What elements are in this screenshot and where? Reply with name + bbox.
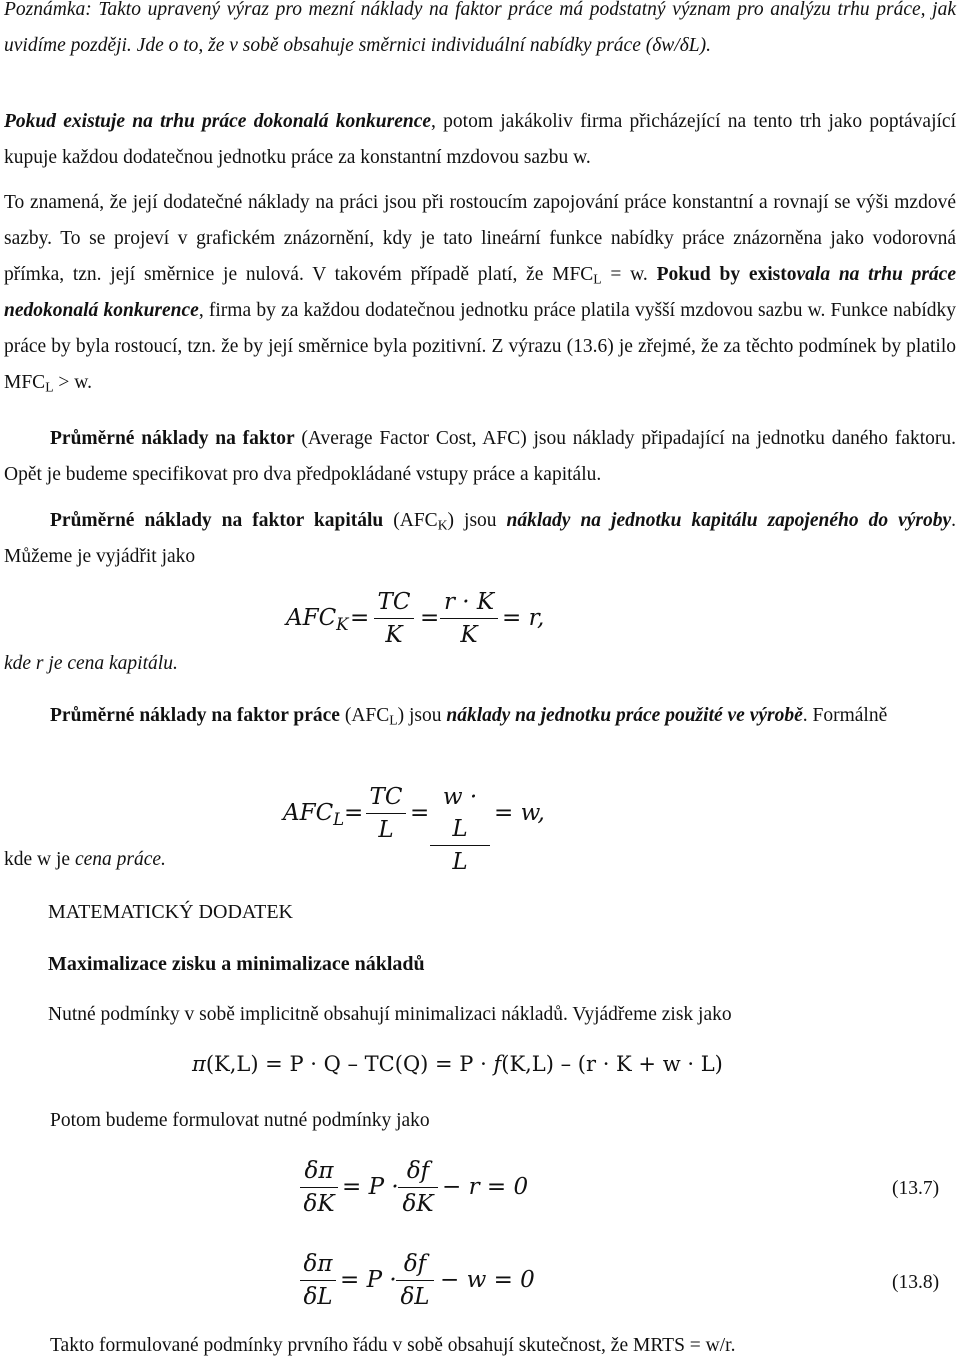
p3-sub-a: L [593,271,602,287]
eq8-fraction-1 [300,1248,336,1313]
profit-equation [192,1052,723,1076]
p5-text-b: ) jsou [447,510,507,531]
conditions-intro: Potom budeme formulovat nutné podmínky jako [50,1110,430,1131]
afc-capital-term: Průměrné náklady na faktor kapitálu [50,510,384,531]
p3-text-a: To znamená, že její dodatečné náklady na práci jsou při rostoucím zapojování práce konstantní a rovnají se výši mzdové sazby. To se projeví v grafickém znázornění, kdy je tato lineární funkce nabídky práce znázorněna jako vodorovná přímka, tzn. její směrnice je nulová. V takovém případě platí, že MFC [4,192,956,285]
eq8-mid: = P · [340,1267,397,1293]
appendix-heading: MATEMATICKÝ DODATEK [48,901,293,923]
p3-sub-c: L [45,379,54,395]
p3-text-b: = w. [601,264,657,285]
eq-k-rhs: = r, [502,605,545,631]
eq-l-fraction-1 [366,781,406,846]
eq-l-lhs-text: AFC [283,800,334,826]
profit-pi: π [192,1052,206,1076]
eq-k-lhs-sub: K [336,614,349,634]
perfect-competition-text: , potom jakákoliv firma přicházející na tento trh jako poptávající kupuje každou dodatečnou jednotku práce za konstantní mzdovou sazbu w. [4,111,956,168]
profit-eq-part-b: (K,L) – (r · K + w · L) [501,1052,723,1076]
p6-text-a: (AFC [339,705,390,726]
eq-k-f1-num: TC [374,586,414,619]
labor-price-note [4,842,956,878]
afc-capital-paragraph [4,503,956,575]
p6-sub: L [389,712,398,728]
eq-l-f2-den: L [452,849,468,875]
eq-k-equals-2: = [420,605,440,631]
eq8-rhs: − w = 0 [440,1267,535,1293]
eq7-f2-den: δK [402,1191,434,1217]
labor-price-note-italic: cena práce. [74,849,166,870]
eq7-f2-num: δf [398,1155,438,1188]
eq7-rhs: − r = 0 [442,1174,529,1200]
eq-l-f1-den: L [378,817,394,843]
eq-k-lhs-text: AFC [286,605,337,631]
eq7-mid: = P · [342,1174,399,1200]
eq8-f1-den: δL [303,1284,333,1310]
eq-k-lhs [286,605,349,634]
eq-l-f2-num: w · L [430,781,490,846]
eq-k-f2-num: r · K [440,586,498,619]
afc-capital-emphasis: náklady na jednotku kapitálu zapojeného do výroby [506,510,952,531]
afc-labor-paragraph [4,698,956,734]
p3-text-d: > w. [53,372,92,393]
p5-sub: K [437,517,448,533]
note-paragraph: Poznámka: Takto upravený výraz pro mezní náklady na faktor práce má podstatný význam pro analýzu trhu práce, jak uvidíme později. Jde o to, že v sobě obsahuje směrnici individuální nabídky práce (δw/δL). [4,0,956,56]
imperfect-competition-paragraph [4,185,956,401]
eq7-f1-den: δK [303,1191,335,1217]
eq-l-equals-1: = [344,800,364,826]
eq-k-fraction-1 [374,586,414,651]
p3-text-c: , firma by za každou dodatečnou jednotku práce platila vyšší mzdovou sazbu w. Funkce nabídky práce by byla rostoucí, tzn. že by její směrnice byla pozitivní. Z výrazu (13.6) je zřejmé, že za těchto podmínek by platilo MFC [4,300,956,393]
afc-labor-emphasis: náklady na jednotku práce použité ve výrobě [446,705,803,726]
afc-labor-term: Průměrné náklady na faktor práce [50,705,340,726]
eq8-f2-den: δL [400,1284,430,1310]
costs-intro-paragraph: Nutné podmínky v sobě implicitně obsahují minimalizaci nákladů. Vyjádřeme zisk jako [48,1004,732,1025]
profit-eq-f: f [493,1052,502,1076]
afc-definition-text: (Average Factor Cost, AFC) jsou náklady připadající na jednotku daného faktoru. Opět je budeme specifikovat pro dva předpokládané vstupy práce a kapitálu. [4,428,957,485]
afc-term: Průměrné náklady na faktor [50,428,295,449]
capital-price-note: kde r je cena kapitálu. [4,653,178,674]
profit-eq-part-a: (K,L) = P · Q – TC(Q) = P · [205,1052,494,1076]
eq7-fraction-1 [300,1155,338,1220]
eq-l-equals-2: = [410,800,430,826]
eq8-f1-num: δπ [300,1248,336,1281]
section-heading: Maximalizace zisku a minimalizace nákladů [48,953,425,975]
perfect-competition-paragraph [4,104,956,176]
eq-l-rhs: = w, [494,800,545,826]
p5-text-c: . Můžeme je vyjádřit jako [4,510,957,567]
p3-bold: Pokud by existo [656,264,797,285]
mrts-conclusion: Takto formulované podmínky prvního řádu v sobě obsahují skutečnost, že MRTS = w/r. [50,1335,736,1356]
perfect-competition-emphasis: Pokud existuje na trhu práce dokonalá konkurence [4,111,432,132]
p3-bold-italic: vala na trhu práce nedokonalá konkurence [4,264,956,321]
eq7-number: (13.7) [892,1178,940,1199]
p6-text-c: . Formálně [802,705,888,726]
eq-k-f2-den: K [460,622,478,648]
eq8-number: (13.8) [892,1272,940,1293]
afc-definition-paragraph [4,421,956,493]
p5-text-a: (AFC [383,510,438,531]
eq-k-fraction-2 [440,586,498,651]
eq-k-f1-den: K [385,622,403,648]
eq-l-lhs-sub: L [333,809,345,829]
eq7-f1-num: δπ [300,1155,338,1188]
eq-l-lhs [283,800,345,829]
eq-l-f1-num: TC [366,781,406,814]
labor-price-note-text: kde w je [4,849,75,870]
eq8-fraction-2 [396,1248,434,1313]
p6-text-b: ) jsou [397,705,447,726]
eq7-fraction-2 [398,1155,438,1220]
eq-k-equals-1: = [350,605,370,631]
eq8-f2-num: δf [396,1248,434,1281]
